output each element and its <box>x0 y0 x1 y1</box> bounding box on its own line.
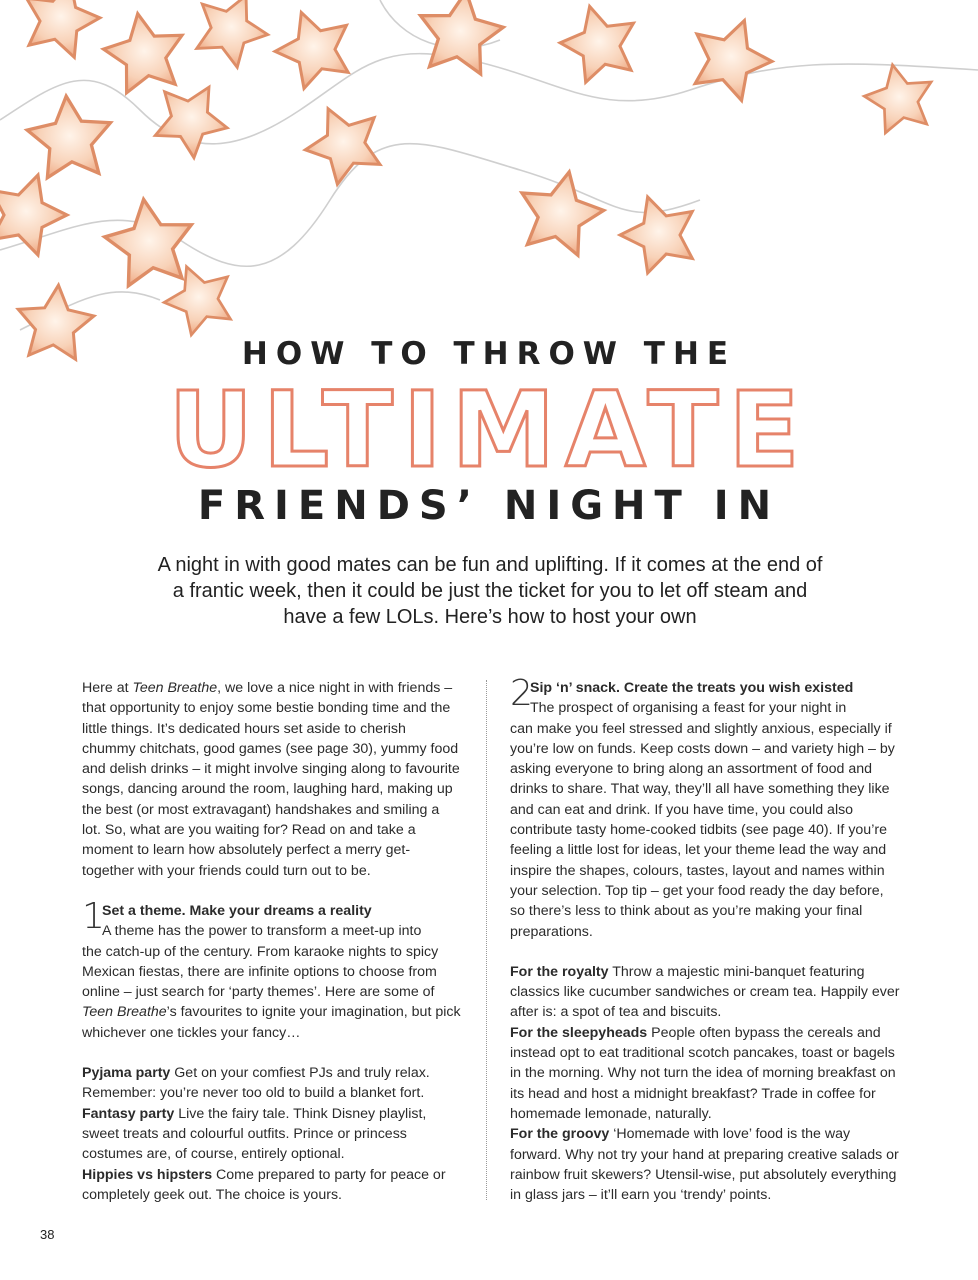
left-column <box>82 678 462 1205</box>
right-column <box>510 673 902 1205</box>
section-1-body: the catch-up of the century. From karaoke nights to spicy Mexican fiestas, there are infinite options to choose from online – just search for ‘party themes’. Here are some of Teen Breathe’s favourites to ignite your imagination, but pick whichever one tickles your fancy… <box>82 943 461 1041</box>
section-2-body: can make you feel stressed and slightly anxious, especially if you’re low on funds. Keep costs down – and variety high – by asking everyone to bring along an assortment of food and drinks to share. That way, they’ll all have something they like and can eat and drink. If you have time, you could also contribute tasty home-cooked tidbits (see page 40). If you’re feeling a little lost for ideas, let your theme lead the way and inspire the shapes, colours, tastes, layout and names within your selection. Top tip – get your food ready the day before, so there’s less to think about as you’re making your final preparations. <box>510 720 895 940</box>
page-number: 38 <box>40 1227 55 1242</box>
section-heading: Sip ‘n’ snack. Create the treats you wish existed <box>530 680 854 696</box>
magazine-name: Teen Breathe <box>132 680 218 696</box>
section-number: 2 <box>510 673 533 714</box>
section-heading: Set a theme. Make your dreams a reality <box>102 902 372 919</box>
intro-paragraph: Here at Teen Breathe, we love a nice night in with friends – that opportunity to enjoy some bestie bonding time and the little things. It’s dedicated hours set aside to cherish chummy chitchats, good games (see page 30), yummy food and delish drinks – it might involve singing along to favourite songs, dancing around the room, laughing hard, making up the best (or most extravagant) handshakes and smiling a lot. So, what are you waiting for? Read on and take a moment to learn how absolutely perfect a merry get-together with your friends could turn out to be. <box>82 680 460 879</box>
section-1-header <box>82 895 462 942</box>
food-item: For the groovy ‘Homemade with love’ food is the way forward. Why not try your hand at preparing creative salads or rainbow fruit skewers? Utensil-wise, put absolutely everything in glass jars – it’ll earn you ‘trendy’ points. <box>510 1126 899 1204</box>
food-item: For the royalty Throw a majestic mini-banquet featuring classics like cucumber sandwiches or cream tea. Happily ever after is: a spot of tea and biscuits. <box>510 963 900 1021</box>
standfirst: A night in with good mates can be fun and uplifting. If it comes at the end of a frantic week, then it could be just the ticket for you to let off steam and have a few LOLs. Here’s how to host your own <box>157 554 823 628</box>
title-line-3: FRIENDS’ NIGHT IN <box>197 483 781 529</box>
section-2-header <box>510 673 902 719</box>
section-first-line: A theme has the power to transform a meet-up into <box>102 923 422 940</box>
column-divider <box>486 680 487 1200</box>
theme-item: Pyjama party Get on your comfiest PJs and truly relax. Remember: you’re never too old to build a blanket fort. <box>82 1065 430 1102</box>
theme-item: Fantasy party Live the fairy tale. Think Disney playlist, sweet treats and colourful outfits. Prince or princess costumes are, of course, entirely optional. <box>82 1105 427 1163</box>
magazine-name: Teen Breathe <box>82 1004 167 1021</box>
theme-item: Hippies vs hipsters Come prepared to party for peace or completely geek out. The choice is yours. <box>82 1166 446 1203</box>
food-item: For the sleepyheads People often bypass the cereals and instead opt to eat traditional scotch pancakes, toast or bagels in the morning. Why not turn the idea of morning breakfast on its head and host a midnight breakfast? Trade in coffee for homemade lemonade, naturally. <box>510 1024 896 1122</box>
title-line-1: HOW TO THROW THE <box>241 336 737 372</box>
title-line-2: ULTIMATE <box>168 369 810 491</box>
section-first-line: The prospect of organising a feast for your night in <box>530 700 847 717</box>
section-number: 1 <box>82 895 105 937</box>
